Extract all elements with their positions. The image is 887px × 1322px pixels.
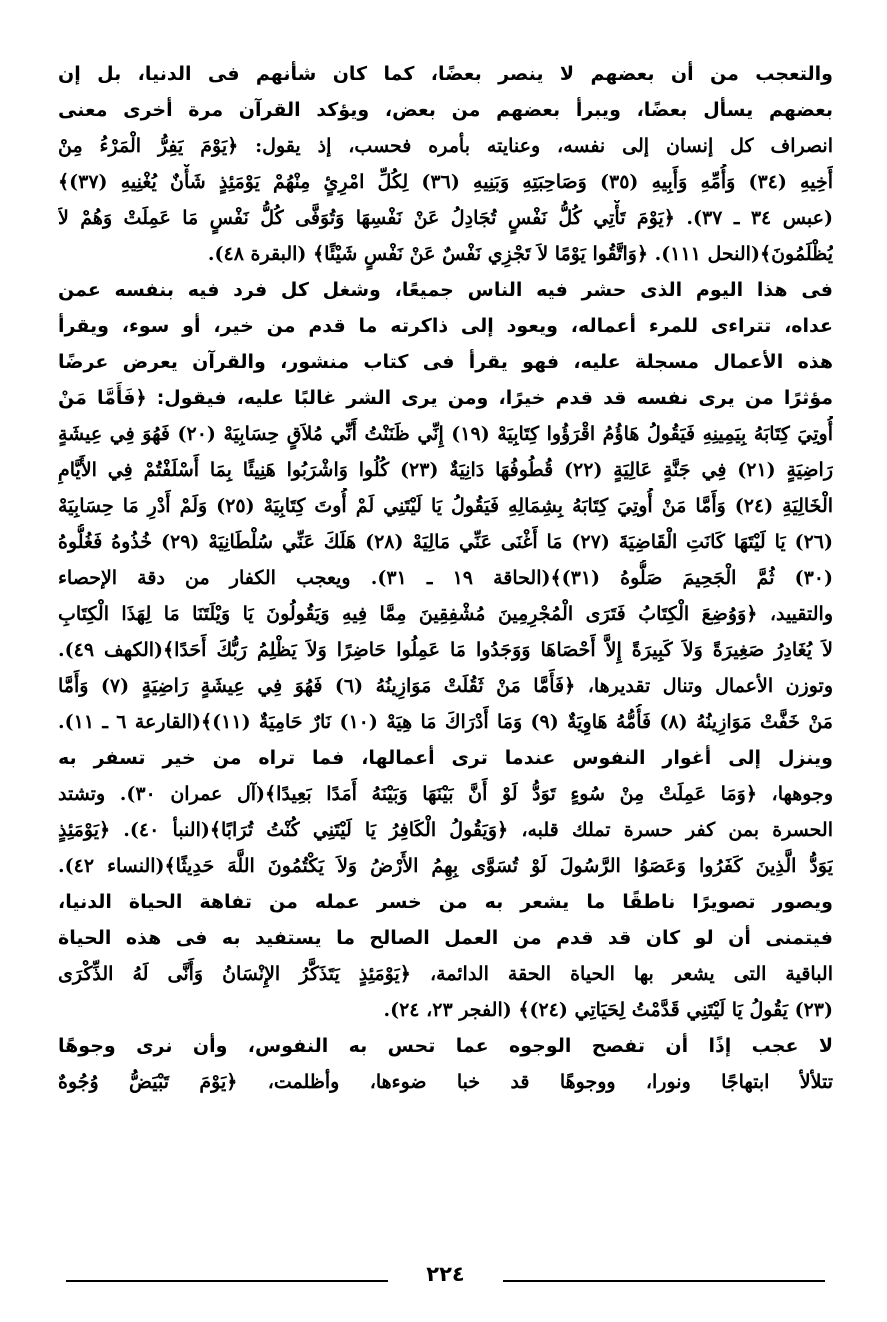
text-line: ويصور تصويرًا ناطقًا ما يشعر به من خسر عمله من تفاهة الحياة الدنيا، (58, 891, 833, 913)
page-body (58, 56, 833, 1256)
quran-verse-line: (٢٣) يَقُولُ يَا لَيْتَنِي قَدَّمْتُ لِحَيَاتِي (٢٤)﴾ (الفجر ٢٣، ٢٤). (383, 999, 833, 1021)
quran-verse-line: أُوتِيَ كِتَابَهُ بِيَمِينِهِ فَيَقُولُ هَاؤُمُ اقْرَؤُوا كِتَابِيَهْ (١٩) إِنِّي ظَنَنْتُ أَنِّي مُلاَقٍ حِسَابِيَهْ (٢٠) فَهُوَ فِي عِيشَةٍ (58, 423, 833, 445)
quran-verse-line: (٣٠) ثُمَّ الْجَحِيمَ صَلُّوهُ (٣١)﴾(الحاقة ١٩ ـ ٣١). ويعجب الكفار من دقة الإحصاء (58, 567, 833, 589)
page-footer (58, 1258, 833, 1288)
quran-verse-line: الْخَالِيَةِ (٢٤) وَأَمَّا مَنْ أُوتِيَ كِتَابَهُ بِشِمَالِهِ فَيَقُولُ يَا لَيْتَنِي لَمْ أُوتَ كِتَابِيَهْ (٢٥) وَلَمْ أَدْرِ مَا حِسَابِيَهْ (58, 495, 833, 517)
footer-rule-right (503, 1280, 825, 1282)
text-line: عداه، تتراءى للمرء أعماله، ويعود إلى ذاكرته ما قدم من خير، أو سوء، ويقرأ (58, 315, 833, 337)
text-line: فى هذا اليوم الذى حشر فيه الناس جميعًا، وشغل كل فرد فيه بنفسه عمن (58, 279, 833, 301)
page-number: ٢٢٤ (426, 1262, 465, 1286)
text-line: مؤثرًا من يرى نفسه قد قدم خيرًا، ومن يرى الشر غالبًا عليه، فيقول: ﴿فَأَمَّا مَنْ (58, 387, 833, 409)
quran-verse-line: وتوزن الأعمال وتنال تقديرها، ﴿فَأَمَّا مَنْ ثَقُلَتْ مَوَازِينُهُ (٦) فَهُوَ فِي عِيشَةٍ رَاضِيَةٍ (٧) وَأَمَّا (58, 675, 833, 697)
quran-verse-line: لاَ يُغَادِرُ صَغِيرَةً وَلاَ كَبِيرَةً إِلاَّ أَحْصَاهَا وَوَجَدُوا مَا عَمِلُوا حَاضِرًا وَلاَ يَظْلِمُ رَبُّكَ أَحَدًا﴾(الكهف ٤٩). (58, 639, 833, 661)
quran-verse-line: والتقييد، ﴿وَوُضِعَ الْكِتَابُ فَتَرَى الْمُجْرِمِينَ مُشْفِقِينَ مِمَّا فِيهِ وَيَقُولُونَ يَا وَيْلَتَنَا مَا لِهَذَا الْكِتَابِ (58, 603, 833, 625)
text-line: فيتمنى أن لو كان قد قدم من العمل الصالح ما يستفيد به فى هذه الحياة (58, 927, 833, 949)
text-line: هذه الأعمال مسجلة عليه، فهو يقرأ فى كتاب منشور، والقرآن يعرض عرضًا (58, 351, 833, 373)
text-line: انصراف كل إنسان إلى نفسه، وعنايته بأمره فحسب، إذ يقول: ﴿يَوْمَ يَفِرُّ الْمَرْءُ مِنْ (58, 135, 833, 157)
quran-verse-line: تتلألأ ابتهاجًا ونورا، ووجوهًا قد خبا ضوءها، وأظلمت، ﴿يَوْمَ تَبْيَضُّ وُجُوهٌ (58, 1071, 833, 1093)
quran-verse-line: مَنْ خَفَّتْ مَوَازِينُهُ (٨) فَأُمُّهُ هَاوِيَةٌ (٩) وَمَا أَدْرَاكَ مَا هِيَهْ (١٠) نَارٌ حَامِيَةٌ (١١)﴾(القارعة ٦ ـ ١١). (58, 711, 833, 733)
quran-verse-line: يُظْلَمُونَ﴾(النحل ١١١). ﴿وَاتَّقُوا يَوْمًا لاَ تَجْزِي نَفْسٌ عَنْ نَفْسٍ شَيْئًا﴾ (البقرة ٤٨). (207, 243, 833, 265)
quran-verse-line: الحسرة بمن كفر حسرة تملك قلبه، ﴿وَيَقُولُ الْكَافِرُ يَا لَيْتَنِي كُنْتُ تُرَابًا﴾(النبأ ٤٠). ﴿يَوْمَئِذٍ (58, 819, 833, 841)
text-line: لا عجب إذًا أن تفصح الوجوه عما تحس به النفوس، وأن نرى وجوهًا (58, 1035, 833, 1057)
text-line: بعضهم يسأل بعضًا، ويبرأ بعضهم من بعض، ويؤكد القرآن مرة أخرى معنى (58, 99, 833, 121)
quran-verse-line: (عبس ٣٤ ـ ٣٧). ﴿يَوْمَ تَأْتِي كُلُّ نَفْسٍ تُجَادِلُ عَنْ نَفْسِهَا وَتُوَفَّى كُلُّ نَفْسٍ مَا عَمِلَتْ وَهُمْ لاَ (58, 207, 833, 229)
quran-verse-line: يَوَدُّ الَّذِينَ كَفَرُوا وَعَصَوُا الرَّسُولَ لَوْ تُسَوَّى بِهِمُ الأَرْضُ وَلاَ يَكْتُمُونَ اللَّهَ حَدِيثًا﴾(النساء ٤٢). (58, 855, 833, 877)
quran-verse-line: الباقية التى يشعر بها الحياة الحقة الدائمة، ﴿يَوْمَئِذٍ يَتَذَكَّرُ الإِنْسَانُ وَأَنَّى لَهُ الذِّكْرَى (58, 963, 833, 985)
footer-rule-left (66, 1280, 388, 1282)
quran-verse-line: وجوهها، ﴿وَمَا عَمِلَتْ مِنْ سُوءٍ تَوَدُّ لَوْ أَنَّ بَيْنَهَا وَبَيْنَهُ أَمَدًا بَعِيدًا﴾(آل عمران ٣٠). وتشتد (58, 783, 833, 805)
text-line: وينزل إلى أغوار النفوس عندما ترى أعمالها، فما تراه من خير تسفر به (58, 747, 833, 769)
quran-verse-line: أَخِيهِ (٣٤) وَأُمِّهِ وَأَبِيهِ (٣٥) وَصَاحِبَتِهِ وَبَنِيهِ (٣٦) لِكُلِّ امْرِئٍ مِنْهُمْ يَوْمَئِذٍ شَأْنٌ يُغْنِيهِ (٣٧)﴾ (58, 171, 833, 193)
quran-verse-line: (٢٦) يَا لَيْتَهَا كَانَتِ الْقَاضِيَةَ (٢٧) مَا أَغْنَى عَنِّي مَالِيَهْ (٢٨) هَلَكَ عَنِّي سُلْطَانِيَهْ (٢٩) خُذُوهُ فَغُلُّوهُ (58, 531, 833, 553)
text-line: والتعجب من أن بعضهم لا ينصر بعضًا، كما كان شأنهم فى الدنيا، بل إن (58, 63, 833, 85)
quran-verse-line: رَاضِيَةٍ (٢١) فِي جَنَّةٍ عَالِيَةٍ (٢٢) قُطُوفُهَا دَانِيَةٌ (٢٣) كُلُوا وَاشْرَبُوا هَنِيئًا بِمَا أَسْلَفْتُمْ فِي الأَيَّامِ (58, 459, 833, 481)
